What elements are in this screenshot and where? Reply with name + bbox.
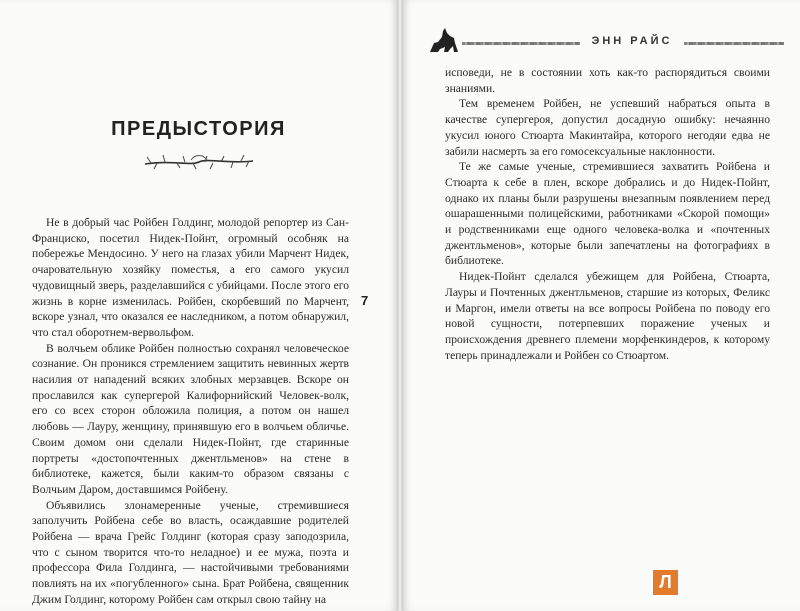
page-number: 7 [361, 293, 369, 308]
paragraph: В волчьем облике Ройбен полностью сохранял человеческое сознание. Он проникся стремлением защитить невинных жертв насилия от нападений всяких злобных мерзавцев. Вскоре он прославился как супергерой Калифорнийский Человек-волк, его со всех сторон обложила полиция, а потом он нашел любовь — Лауру, женщину, принявшую его в волчьем обличье. Своим домом они сделали Нидек-Пойнт, где старинные портреты «достопочтенных джентльменов» на стене в библиотеке, кажется, были каким-то образом связаны с Волчьим Даром, доставшимся Ройбену. [32, 341, 349, 496]
running-head-author: ЭНН РАЙС [591, 35, 673, 47]
header-rule-right [684, 42, 784, 45]
paragraph: Не в добрый час Ройбен Голдинг, молодой репортер из Сан-Франциско, посетил Нидек-Пойнт, огромный особняк на побережье Мендосино. У него на глазах убили Марчент Нидек, очаровательную хозяйку поместья, а его самого укусил чудовищный зверь, разделавшийся с убийцами. После этого его жизнь в корне изменилась. Ройбен, скорбевший по Марчент, вскоре узнал, что оказался ее наследником, а потом обнаружил, что стал оборотнем-вервольфом. [32, 216, 349, 339]
ornament-divider [141, 150, 257, 174]
chapter-title: ПРЕДЫСТОРИЯ [111, 118, 286, 140]
left-body-text [32, 215, 349, 608]
header-rule-left [462, 42, 580, 45]
paragraph: Нидек-Пойнт сделался убежищем для Ройбена, Стюарта, Лауры и Почтенных джентльменов, старшие из которых, Феликс и Маргон, имели ответы на все вопросы Ройбена по поводу его новой сущности, потерпевших поражение ученых и происхождения древнего племени морфенкиндеров, к которому теперь принадлежали и Ройбен со Стюартом. [445, 270, 770, 362]
paragraph: исповеди, не в состоянии хоть как-то распорядиться своими знаниями. [445, 66, 770, 95]
howling-wolf-icon [428, 27, 462, 53]
right-body-text [445, 65, 770, 363]
paragraph: Те же самые ученые, стремившиеся захватить Ройбена и Стюарта к себе в плен, вскоре добрались и до Нидек-Пойнт, однако их планы были разрушены внезапным появлением перед ошарашенными полицейскими, работниками «Скорой помощи» и родственниками еще одного человека-волка и «почтенных джентльменов», которые были запечатлены на фотографиях в библиотеке. [445, 160, 770, 268]
paragraph: Объявились злонамеренные ученые, стремившиеся заполучить Ройбена себе во власть, осаждавшие родителей Ройбена — врача Грейс Голдинг (которая сразу заподозрила, что с сыном творится что-то неладное) и ее мужа, поэта и профессора Фила Голдинга, — настойчивыми требованиями повлиять на их «погубленного» сына. Брат Ройбена, священник Джим Голдинг, которому Ройбен сам открыл свою тайну на [32, 498, 349, 606]
publisher-logo: Л [653, 570, 678, 595]
paragraph: Тем временем Ройбен, не успевший набраться опыта в качестве супергероя, допустил досадную ошибку: нечаянно укусил юного Стюарта Макинтайра, которого негодяи едва не забили насмерть за его гомосексуальные наклонности. [445, 97, 770, 158]
